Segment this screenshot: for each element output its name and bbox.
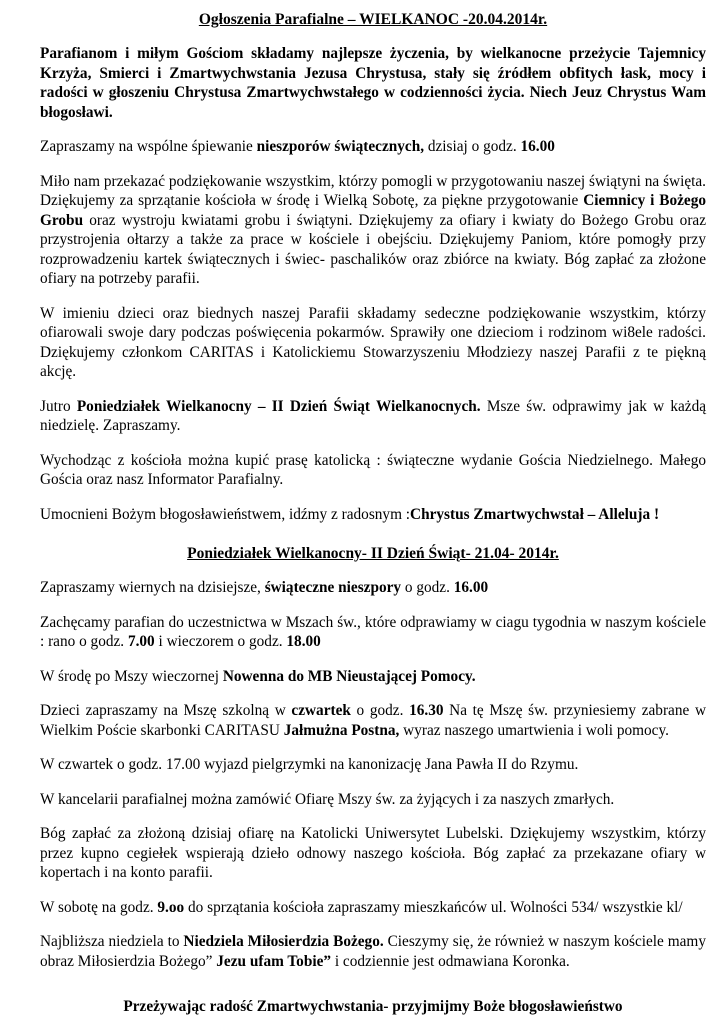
mass-intentions-notice: W kancelarii parafialnej można zamówić Ofiarę Mszy św. za żyjących i za naszych zmarłych. — [40, 790, 615, 808]
novena-notice: W środę po Mszy wieczornej Nowenna do MB Nieustającej Pomocy. — [40, 667, 476, 685]
school-mass-notice: Dzieci zapraszamy na Mszę szkolną w czwartek o godz. 16.30 Na tę Mszę św. przyniesiemy zabrane w Wielkim Poście skarbonki CARITASU Jałmużna Postna, wyraz naszego umartwienia i woli pomocy. — [40, 702, 706, 739]
catholic-press-notice: Wychodząc z kościoła można kupić prasę katolicką : świąteczne wydanie Gościa Niedzielnego. Małego Gościa oraz nasz Informator Parafialny. — [40, 451, 706, 488]
monday-vespers-notice: Zapraszamy wiernych na dzisiejsze, świąteczne nieszpory o godz. 16.00 — [40, 579, 489, 596]
closing-blessing: Przeżywając radość Zmartwychwstania- przyjmijmy Boże błogosławieństwo — [123, 998, 623, 1015]
thanks-children: W imieniu dzieci oraz biednych naszej Parafii składamy sedeczne podziękowanie wszystkim, którzy ofiarowali swoje dary podczas poświęcenia pokarmów. Sprawiły one dzieciom i rodzinom wi8ele radości. Dziękujemy członkom CARITAS i Katolickiemu Stowarzyszeniu Młodziezy naszej Parafii z te piękną akcję. — [40, 304, 706, 380]
church-cleaning-notice: W sobotę na godz. 9.oo do sprzątania kościoła zapraszamy mieszkańców ul. Wolności 534/ wszystkie kl/ — [40, 898, 683, 916]
page-title: Ogłoszenia Parafialne – WIELKANOC -20.04.2014r. — [198, 11, 548, 28]
easter-monday-notice: Jutro Poniedziałek Wielkanocny – II Dzień Świąt Wielkanocnych. Msze św. odprawimy jak w każdą niedzielę. Zapraszamy. — [40, 397, 707, 434]
section-title-monday: Poniedziałek Wielkanocny- II Dzień Świąt- 21.04- 2014r. — [187, 545, 559, 562]
easter-greeting: Parafianom i miłym Gościom składamy najlepsze życzenia, by wielkanocne przeżycie Tajemnicy Krzyża, Smierci i Zmartwychwstania Jezusa Chrystusa, stały się źródłem obfitych łask, mocy i radości w głoszeniu Chrystusa Zmartwychwstałego w codzienności życia. Niech Jeuz Chrystus Wam błogosławi. — [40, 45, 706, 121]
vespers-notice: Zapraszamy na wspólne śpiewanie nieszporów świątecznych, dzisiaj o godz. 16.00 — [40, 138, 555, 155]
pilgrimage-notice: W czwartek o godz. 17.00 wyjazd pielgrzymki na kanonizację Jana Pawła II do Rzymu. — [40, 756, 579, 773]
divine-mercy-notice: Najbliższa niedziela to Niedziela Miłosierdzia Bożego. Cieszymy się, że również w naszym kościele mamy obraz Miłosierdzia Bożego” Jezu ufam Tobie” i codziennie jest odmawiana Koronka. — [40, 933, 706, 970]
announcement-page — [40, 10, 706, 1032]
thanks-preparation: Miło nam przekazać podziękowanie wszystkim, którzy pomogli w przygotowaniu naszej świątyni na święta. Dziękujemy za sprzątanie kościoła w środę i Wielką Sobotę, za piękne przygotowanie Ciemnicy i Bożego Grobu oraz wystroju kwiatami grobu i świątyni. Dziękujemy za ofiary i kwiaty do Bożego Grobu oraz przystrojenia ołtarzy a także za prace w kościele i obejściu. Dziękujemy Paniom, które pomogły przy rozprowadzeniu kartek świątecznych i świec- paschalików oraz zbiórce na kwiaty. Bóg zapłać za złożone ofiary na potrzeby parafii. — [40, 172, 707, 287]
alleluia-closing: Umocnieni Bożym błogosławieństwem, idźmy z radosnym :Chrystus Zmartwychwstał – Alleluja ! — [40, 505, 660, 523]
weekday-mass-notice: Zachęcamy parafian do uczestnictwa w Mszach św., które odprawiamy w ciagu tygodnia w naszym kościele : rano o godz. 7.00 i wieczorem o godz. 18.00 — [40, 613, 706, 650]
offering-thanks-notice: Bóg zapłać za złożoną dzisiaj ofiarę na Katolicki Uniwersytet Lubelski. Dziękujemy wszystkim, którzy przez kupno cegiełek wspierają dzieło odnowy naszego kościoła. Bóg zapłać za przekazane ofiary w kopertach i na konto parafii. — [40, 825, 706, 881]
